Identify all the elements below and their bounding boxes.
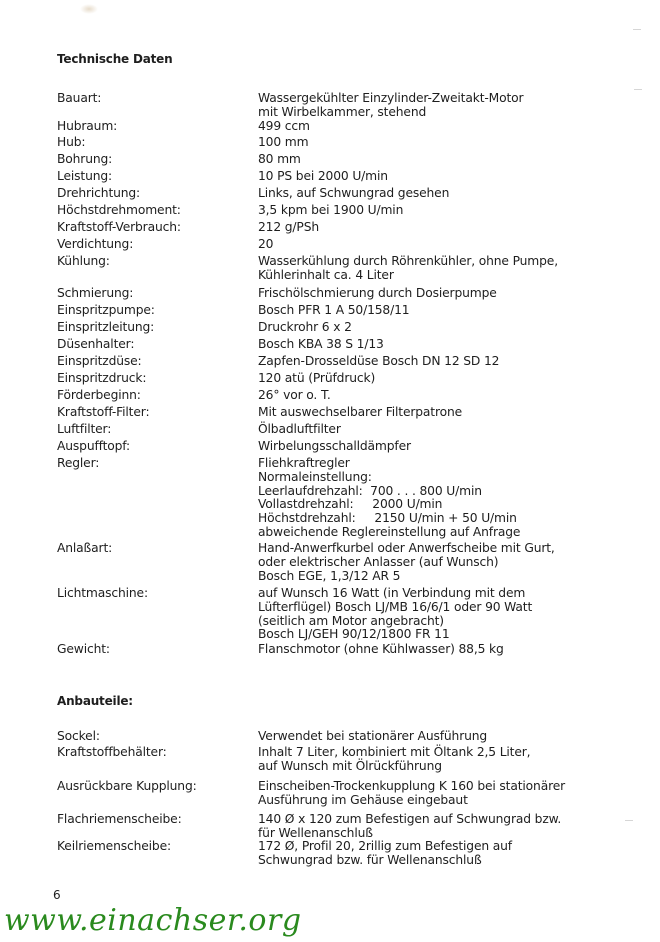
spec-label: Einspritzleitung: [57,320,155,334]
spec-value-line: Bosch KBA 38 S 1/13 [258,337,384,351]
spec-value-line: Bosch LJ/GEH 90/12/1800 FR 11 [258,627,450,642]
spec-value [258,457,520,540]
spec-label: Förderbeginn: [57,388,141,402]
spec-label: Höchstdrehmoment: [57,203,181,217]
spec-label: Bohrung: [57,152,113,166]
spec-label: Sockel: [57,729,100,743]
spec-value [258,389,331,403]
scan-smudge [80,4,98,14]
spec-value-line: Druckrohr 6 x 2 [258,320,352,334]
spec-value-line: 20 [258,237,274,251]
spec-value-line: 100 mm [258,135,309,149]
spec-value-line: auf Wunsch mit Ölrückführung [258,758,442,773]
spec-value [258,587,532,642]
spec-label: Düsenhalter: [57,337,135,351]
scan-mark [634,89,642,90]
spec-label: Luftfilter: [57,422,112,436]
spec-value-line: Hand-Anwerfkurbel oder Anwerfscheibe mit Gurt, [258,541,555,555]
spec-value-line: 172 Ø, Profil 20, 2rillig zum Befestigen auf [258,839,512,853]
spec-value [258,321,352,335]
spec-value-line: Ölbadluftfilter [258,422,341,436]
spec-value [258,187,449,201]
spec-value [258,221,319,235]
spec-value-line: auf Wunsch 16 Watt (in Verbindung mit dem [258,586,526,600]
spec-value [258,813,561,841]
spec-value-line: Inhalt 7 Liter, kombiniert mit Öltank 2,5 Liter, [258,745,531,759]
spec-value [258,372,375,386]
spec-value-line: Bosch PFR 1 A 50/158/11 [258,303,410,317]
spec-value [258,92,523,120]
spec-value-line: 499 ccm [258,119,310,133]
spec-value-line: Flanschmotor (ohne Kühlwasser) 88,5 kg [258,642,504,656]
spec-value-line: 80 mm [258,152,301,166]
spec-value-line: Schwungrad bzw. für Wellenanschluß [258,852,482,867]
spec-label: Leistung: [57,169,113,183]
spec-label: Kraftstoff-Verbrauch: [57,220,181,234]
spec-value-line: mit Wirbelkammer, stehend [258,104,427,119]
spec-value-line: Frischölschmierung durch Dosierpumpe [258,286,497,300]
spec-value-line: 212 g/PSh [258,220,319,234]
spec-value-line: Bosch EGE, 1,3/12 AR 5 [258,568,401,583]
spec-value [258,423,341,437]
spec-value-line: 26° vor o. T. [258,388,331,402]
spec-value-line: 3,5 kpm bei 1900 U/min [258,203,404,217]
spec-value-line: abweichende Reglereinstellung auf Anfrage [258,524,521,539]
spec-value-line: für Wellenanschluß [258,825,373,840]
spec-label: Hub: [57,135,86,149]
spec-value-line: Wasserkühlung durch Röhrenkühler, ohne Pumpe, [258,254,558,268]
spec-value [258,255,558,283]
scan-mark [633,29,641,30]
spec-value-line: 120 atü (Prüfdruck) [258,371,376,385]
spec-label: Regler: [57,456,100,470]
spec-value-line: Links, auf Schwungrad gesehen [258,186,450,200]
spec-value-line: Einscheiben-Trockenkupplung K 160 bei stationärer [258,779,566,793]
spec-value [258,406,462,420]
spec-value-line: 140 Ø x 120 zum Befestigen auf Schwungrad bzw. [258,812,562,826]
spec-value-line: Kühlerinhalt ca. 4 Liter [258,267,394,282]
spec-label: Schmierung: [57,286,134,300]
spec-value [258,153,301,167]
spec-value-line: oder elektrischer Anlasser (auf Wunsch) [258,554,499,569]
spec-value [258,780,565,808]
spec-label: Auspufftopf: [57,439,131,453]
scan-mark [625,820,633,821]
spec-value [258,542,555,583]
spec-value [258,304,409,318]
spec-value-line: Mit auswechselbarer Filterpatrone [258,405,463,419]
spec-value-line: Wassergekühlter Einzylinder-Zweitakt-Motor [258,91,524,105]
spec-value-line: Zapfen-Drosseldüse Bosch DN 12 SD 12 [258,354,500,368]
spec-value [258,746,530,774]
spec-value [258,136,308,150]
spec-value-line: Vollastdrehzahl: 2000 U/min [258,497,443,512]
spec-label: Flachriemenscheibe: [57,812,182,826]
spec-value [258,355,499,369]
spec-value [258,204,403,218]
spec-value-line: 10 PS bei 2000 U/min [258,169,388,183]
spec-value [258,840,512,868]
spec-value-line: Wirbelungsschalldämpfer [258,439,411,453]
spec-value [258,170,388,184]
spec-value [258,120,310,134]
spec-value-line: Lüfterflügel) Bosch LJ/MB 16/6/1 oder 90 Watt [258,599,533,614]
spec-label: Bauart: [57,91,102,105]
spec-label: Hubraum: [57,119,118,133]
spec-label: Einspritzdruck: [57,371,147,385]
spec-value [258,440,411,454]
spec-label: Gewicht: [57,642,110,656]
spec-value-line: Verwendet bei stationärer Ausführung [258,729,488,743]
spec-value-line: Normaleinstellung: [258,469,372,484]
spec-label: Anlaßart: [57,541,113,555]
spec-value [258,643,504,657]
spec-value [258,338,384,352]
watermark-link[interactable]: www.einachser.org [4,903,302,938]
spec-label: Kraftstoff-Filter: [57,405,150,419]
spec-label: Keilriemenscheibe: [57,839,171,853]
spec-value [258,238,273,252]
spec-label: Kühlung: [57,254,110,268]
spec-label: Einspritzdüse: [57,354,142,368]
spec-value-line: Höchstdrehzahl: 2150 U/min + 50 U/min [258,511,517,526]
spec-label: Kraftstoffbehälter: [57,745,167,759]
spec-value-line: (seitlich am Motor angebracht) [258,613,444,628]
section-title-anbauteile: Anbauteile: [57,694,133,708]
spec-label: Drehrichtung: [57,186,141,200]
spec-value-line: Leerlaufdrehzahl: 700 . . . 800 U/min [258,483,482,498]
spec-value-line: Fliehkraftregler [258,456,350,470]
section-title-technische-daten: Technische Daten [57,52,173,66]
spec-value [258,287,497,301]
page-number: 6 [53,888,61,902]
spec-label: Ausrückbare Kupplung: [57,779,197,793]
spec-label: Verdichtung: [57,237,134,251]
spec-value [258,730,487,744]
spec-label: Lichtmaschine: [57,586,148,600]
spec-value-line: Ausführung im Gehäuse eingebaut [258,792,468,807]
spec-label: Einspritzpumpe: [57,303,155,317]
